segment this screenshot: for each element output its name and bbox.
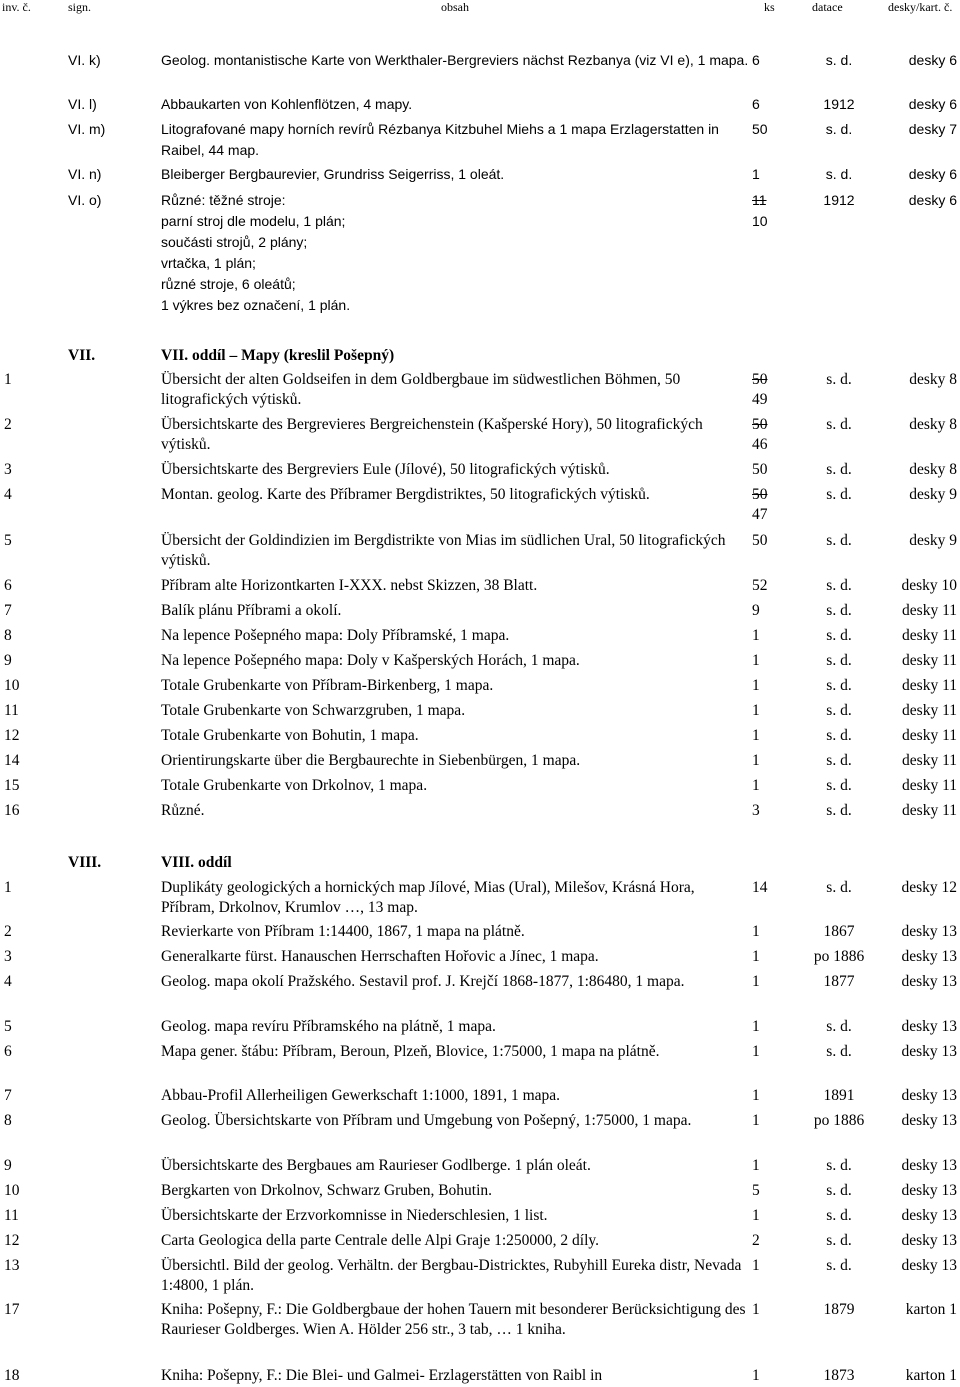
content: Abbaukarten von Kohlenflötzen, 4 mapy.: [161, 96, 413, 112]
content: Geolog. montanistische Karte von Werkthaler-Bergreviers nächst Rezbanya (viz VI e), 1 mapa.: [161, 52, 749, 68]
quantity: 1: [752, 923, 760, 940]
inventory-number: 7: [4, 1087, 12, 1104]
section-signature: VIII.: [68, 854, 102, 871]
inventory-number: 5: [4, 532, 12, 549]
box: desky 9: [909, 486, 957, 503]
date: 1912: [823, 192, 855, 208]
content: Duplikáty geologických a hornických map Jílové, Mias (Ural), Milešov, Krásná Hora, Příbram, Drkolnov, Krumlov …, 13 map.: [161, 879, 695, 916]
date: s. d.: [826, 532, 852, 549]
inventory-number: 5: [4, 1018, 12, 1035]
quantity: 6: [752, 52, 760, 68]
date: s. d.: [826, 416, 852, 433]
inventory-number: 15: [4, 777, 20, 794]
quantity: 1: [752, 1043, 760, 1060]
quantity-corrected: 49: [752, 391, 768, 408]
inventory-number: 11: [4, 1207, 19, 1224]
inventory-number: 10: [4, 677, 20, 694]
quantity: 1: [752, 627, 760, 644]
quantity: 14: [752, 879, 768, 896]
date: s. d.: [826, 777, 852, 794]
content: Übersichtskarte des Bergbaues am Raurieser Godlberge. 1 plán oleát.: [161, 1157, 591, 1174]
date: s. d.: [826, 879, 852, 896]
inventory-number: 9: [4, 652, 12, 669]
content: Carta Geologica della parte Centrale delle Alpi Graje 1:250000, 2 díly.: [161, 1232, 600, 1249]
content: Totale Grubenkarte von Schwarzgruben, 1 mapa.: [161, 702, 466, 719]
quantity: 1: [752, 1301, 760, 1318]
box: desky 8: [909, 371, 957, 388]
box: desky 11: [902, 727, 957, 744]
content: Abbau-Profil Allerheiligen Gewerkschaft 1:1000, 1891, 1 mapa.: [161, 1087, 561, 1104]
content: Übersichtskarte des Bergreviers Eule (Jílové), 50 litografických výtisků.: [161, 461, 610, 478]
quantity-struck: 50: [752, 416, 768, 433]
inventory-number: 17: [4, 1301, 20, 1318]
content: Übersicht der Goldindizien im Bergdistrikte von Mias im südlichen Ural, 50 litografických výtisků.: [161, 532, 726, 569]
content: Orientirungskarte über die Bergbaurechte in Siebenbürgen, 1 mapa.: [161, 752, 581, 769]
content: Geolog. Übersichtskarte von Příbram und Umgebung von Pošepný, 1:75000, 1 mapa.: [161, 1112, 692, 1129]
date: s. d.: [826, 1018, 852, 1035]
quantity-corrected: 10: [752, 213, 768, 229]
box: desky 13: [901, 1207, 957, 1224]
box: desky 11: [902, 777, 957, 794]
content: Různé.: [161, 802, 205, 819]
date: s. d.: [826, 652, 852, 669]
date: s. d.: [826, 1232, 852, 1249]
box: desky 7: [908, 121, 957, 137]
date: s. d.: [826, 752, 852, 769]
date: s. d.: [826, 461, 852, 478]
content: Bergkarten von Drkolnov, Schwarz Gruben, Bohutin.: [161, 1182, 493, 1199]
content: Na lepence Pošepného mapa: Doly Příbramské, 1 mapa.: [161, 627, 510, 644]
section-signature: VII.: [68, 347, 96, 364]
signature: VI. l): [68, 96, 97, 112]
quantity: 1: [752, 677, 760, 694]
date: s. d.: [825, 52, 853, 68]
inventory-number: 8: [4, 627, 12, 644]
content: Revierkarte von Příbram 1:14400, 1867, 1 mapa na plátně.: [161, 923, 525, 940]
content: Kniha: Pošepny, F.: Die Blei- und Galmei- Erzlagerstätten von Raibl in: [161, 1367, 603, 1384]
quantity: 1: [752, 652, 760, 669]
header-obsah: obsah: [441, 0, 469, 14]
inventory-number: 6: [4, 1043, 12, 1060]
content: Na lepence Pošepného mapa: Doly v Kašperských Horách, 1 mapa.: [161, 652, 580, 669]
date: s. d.: [826, 602, 852, 619]
content: Übersichtskarte des Bergrevieres Bergreichenstein (Kašperské Hory), 50 litografických výtisků.: [161, 416, 703, 453]
header-desky: desky/kart. č.: [888, 0, 953, 14]
box: karton 1: [905, 1301, 957, 1318]
content: Übersichtskarte der Erzvorkomnisse in Niederschlesien, 1 list.: [161, 1207, 548, 1224]
content: Totale Grubenkarte von Drkolnov, 1 mapa.: [161, 777, 428, 794]
box: desky 13: [901, 973, 957, 990]
date: s. d.: [826, 1043, 852, 1060]
content: Příbram alte Horizontkarten I-XXX. nebst Skizzen, 38 Blatt.: [161, 577, 538, 594]
content: Různé: těžné stroje: parní stroj dle modelu, 1 plán; součásti strojů, 2 plány; vrtačka, 1 plán; různé stroje, 6 oleátů; 1 výkres bez označení, 1 plán.: [161, 192, 351, 313]
quantity: 1: [752, 752, 760, 769]
box: desky 10: [901, 577, 957, 594]
quantity: 1: [752, 1207, 760, 1224]
box: desky 8: [909, 461, 957, 478]
date: s. d.: [826, 1257, 852, 1274]
quantity-corrected: 46: [752, 436, 768, 453]
quantity: 1: [752, 1367, 760, 1384]
content: Totale Grubenkarte von Příbram-Birkenberg, 1 mapa.: [161, 677, 494, 694]
content: Geolog. mapa revíru Příbramského na plátně, 1 mapa.: [161, 1018, 496, 1035]
box: desky 11: [902, 802, 957, 819]
content: Litografované mapy horních revírů Rézbanya Kitzbuhel Miehs a 1 mapa Erzlagerstatten in Raibel, 44 map.: [161, 121, 719, 158]
signature: VI. o): [68, 192, 102, 208]
date: s. d.: [826, 371, 852, 388]
signature: VI. m): [68, 121, 106, 137]
inventory-number: 12: [4, 727, 20, 744]
box: karton 1: [905, 1367, 957, 1384]
inventory-number: 10: [4, 1182, 20, 1199]
inventory-number: 9: [4, 1157, 12, 1174]
inventory-number: 4: [4, 486, 12, 503]
date: s. d.: [826, 486, 852, 503]
inventory-number: 7: [4, 602, 12, 619]
box: desky 13: [901, 1018, 957, 1035]
quantity-corrected: 47: [752, 506, 768, 523]
quantity-struck: 50: [752, 486, 768, 503]
date: s. d.: [826, 702, 852, 719]
date: s. d.: [825, 166, 853, 182]
content: Kniha: Pošepny, F.: Die Goldbergbaue der hohen Tauern mit besonderer Berücksichtigung des Raurieser Goldberges. Wien A. Hölder 256 str., 3 tab, … 1 kniha.: [161, 1301, 746, 1338]
inventory-number: 16: [4, 802, 20, 819]
date: s. d.: [826, 1182, 852, 1199]
date: 1891: [823, 1087, 855, 1104]
quantity: 2: [752, 1232, 760, 1249]
date: s. d.: [826, 802, 852, 819]
quantity: 50: [752, 121, 768, 137]
quantity: 52: [752, 577, 768, 594]
quantity: 1: [752, 727, 760, 744]
content: Bleiberger Bergbaurevier, Grundriss Seigerriss, 1 oleát.: [161, 166, 505, 182]
section-title: VIII. oddíl: [161, 854, 232, 871]
box: desky 12: [901, 879, 957, 896]
header-datace: datace: [812, 0, 843, 14]
date: s. d.: [825, 121, 853, 137]
quantity: 50: [752, 461, 768, 478]
box: desky 13: [901, 1182, 957, 1199]
quantity: 1: [752, 1087, 760, 1104]
quantity: 5: [752, 1182, 760, 1199]
box: desky 11: [902, 602, 957, 619]
box: desky 11: [902, 677, 957, 694]
box: desky 11: [902, 652, 957, 669]
inventory-number: 3: [4, 948, 12, 965]
header-inv: inv. č.: [2, 0, 31, 14]
inventory-number: 11: [4, 702, 19, 719]
date: s. d.: [826, 577, 852, 594]
content: Totale Grubenkarte von Bohutin, 1 mapa.: [161, 727, 419, 744]
column-header: [0, 0, 960, 22]
inventory-number: 8: [4, 1112, 12, 1129]
date: s. d.: [826, 1157, 852, 1174]
header-ks: ks: [764, 0, 775, 14]
date: s. d.: [826, 1207, 852, 1224]
inventory-number: 2: [4, 923, 12, 940]
quantity: 50: [752, 532, 768, 549]
quantity: 1: [752, 973, 760, 990]
date: s. d.: [826, 627, 852, 644]
header-sign: sign.: [68, 0, 92, 14]
content: Montan. geolog. Karte des Příbramer Bergdistriktes, 50 litografických výtisků.: [161, 486, 650, 503]
date: 1879: [823, 1301, 855, 1318]
content: Geolog. mapa okolí Pražského. Sestavil prof. J. Krejčí 1868-1877, 1:86480, 1 mapa.: [161, 973, 685, 990]
box: desky 6: [908, 166, 957, 182]
quantity: 1: [752, 166, 760, 182]
date: 1867: [823, 923, 855, 940]
quantity: 1: [752, 702, 760, 719]
inventory-number: 2: [4, 416, 12, 433]
quantity-struck: 50: [752, 371, 768, 388]
box: desky 13: [901, 1112, 957, 1129]
inventory-number: 4: [4, 973, 12, 990]
section-title: VII. oddíl – Mapy (kreslil Pošepný): [161, 347, 395, 364]
box: desky 13: [901, 1157, 957, 1174]
box: desky 6: [908, 96, 957, 112]
quantity: 1: [752, 1257, 760, 1274]
quantity: 1: [752, 1157, 760, 1174]
box: desky 11: [902, 752, 957, 769]
box: desky 6: [908, 192, 957, 208]
inventory-number: 3: [4, 461, 12, 478]
date: s. d.: [826, 727, 852, 744]
inventory-number: 14: [4, 752, 20, 769]
box: desky 8: [909, 416, 957, 433]
date: po 1886: [813, 1112, 865, 1129]
box: desky 11: [902, 627, 957, 644]
content: Übersicht der alten Goldseifen in dem Goldbergbaue im südwestlichen Böhmen, 50 litografických výtisků.: [161, 371, 681, 408]
box: desky 6: [908, 52, 957, 68]
content: Übersichtl. Bild der geolog. Verhältn. der Bergbau-Districktes, Rubyhill Eureka distr, Nevada 1:4800, 1 plán.: [161, 1257, 742, 1294]
inventory-number: 18: [4, 1367, 20, 1384]
quantity: 1: [752, 1018, 760, 1035]
box: desky 11: [902, 702, 957, 719]
date: 1873: [823, 1367, 855, 1384]
signature: VI. k): [68, 52, 101, 68]
box: desky 13: [901, 923, 957, 940]
inventory-number: 12: [4, 1232, 20, 1249]
date: 1912: [823, 96, 855, 112]
box: desky 13: [901, 948, 957, 965]
box: desky 13: [901, 1087, 957, 1104]
box: desky 13: [901, 1043, 957, 1060]
quantity: 1: [752, 948, 760, 965]
inventory-number: 6: [4, 577, 12, 594]
quantity: 3: [752, 802, 760, 819]
date: s. d.: [826, 677, 852, 694]
date: po 1886: [813, 948, 865, 965]
box: desky 13: [901, 1257, 957, 1274]
inventory-number: 1: [4, 371, 12, 388]
inventory-number: 1: [4, 879, 12, 896]
quantity: 1: [752, 777, 760, 794]
content: Balík plánu Příbrami a okolí.: [161, 602, 342, 619]
box: desky 9: [909, 532, 957, 549]
content: Mapa gener. štábu: Příbram, Beroun, Plzeň, Blovice, 1:75000, 1 mapa na plátně.: [161, 1043, 660, 1060]
content: Generalkarte fürst. Hanauschen Herrschaften Hořovic a Jínec, 1 mapa.: [161, 948, 599, 965]
quantity-struck: 11: [752, 192, 767, 208]
inventory-number: 13: [4, 1257, 20, 1274]
box: desky 13: [901, 1232, 957, 1249]
quantity: 6: [752, 96, 760, 112]
signature: VI. n): [68, 166, 102, 182]
quantity: 9: [752, 602, 760, 619]
quantity: 1: [752, 1112, 760, 1129]
date: 1877: [823, 973, 855, 990]
